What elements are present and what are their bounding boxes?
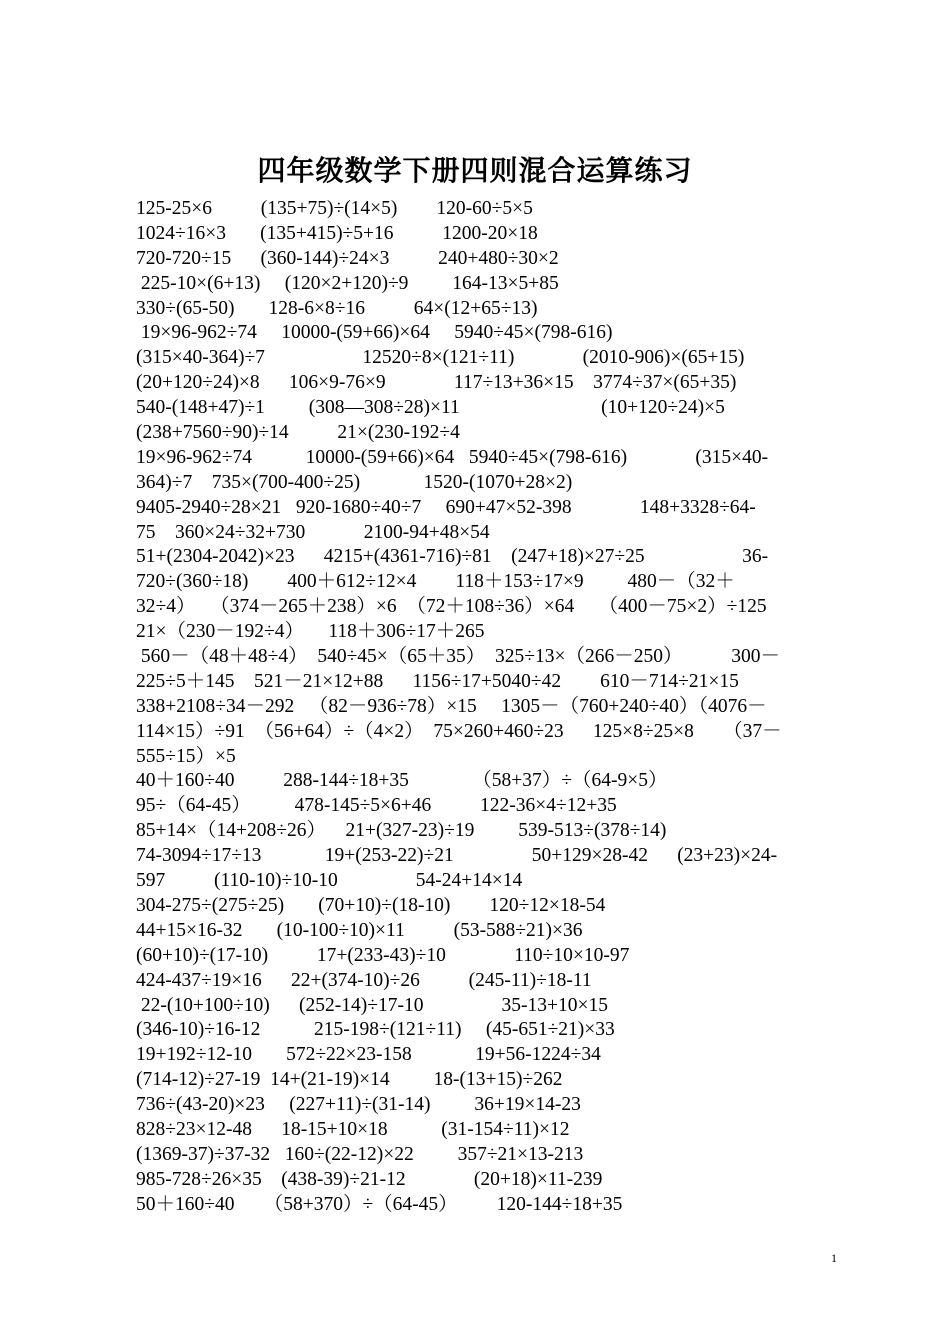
exercise-line: 125-25×6 (135+75)÷(14×5) 120-60÷5×5 <box>136 198 533 219</box>
exercise-line: (238+7560÷90)÷14 21×(230-192÷4 <box>136 422 460 444</box>
exercise-list <box>136 197 838 1218</box>
exercise-line: 985-728÷26×35 (438-39)÷21-12 (20+18)×11-239 <box>136 1168 603 1190</box>
exercise-line: 1024÷16×3 (135+415)÷5+16 1200-20×18 <box>136 222 538 244</box>
exercise-line: 114×15）÷91 （56+64）÷（4×2） 75×260+460÷23 125×8÷25×8 （37－ <box>136 720 782 742</box>
exercise-line: 85+14×（14+208÷26） 21+(327-23)÷19 539-513÷(378÷14) <box>136 820 667 842</box>
exercise-line: 19×96-962÷74 10000-(59+66)×64 5940÷45×(798-616) <box>136 322 613 344</box>
exercise-line: 736÷(43-20)×23 (227+11)÷(31-14) 36+19×14-23 <box>136 1094 581 1116</box>
exercise-line: (346-10)÷16-12 215-198÷(121÷11) (45-651÷21)×33 <box>136 1019 615 1041</box>
exercise-line: 338+2108÷34－292 （82－936÷78）×15 1305－（760+240÷40）（4076－ <box>136 695 767 717</box>
exercise-line: 597 (110-10)÷10-10 54-24+14×14 <box>136 870 523 892</box>
exercise-line: 32÷4） （374－265＋238）×6 （72＋108÷36）×64 （400－75×2）÷125 <box>136 596 767 618</box>
exercise-line: (1369-37)÷37-32 160÷(22-12)×22 357÷21×13-213 <box>136 1143 584 1165</box>
exercise-line: 74-3094÷17÷13 19+(253-22)÷21 50+129×28-42 (23+23)×24- <box>136 845 778 867</box>
exercise-line: 304-275÷(275÷25) (70+10)÷(18-10) 120÷12×18-54 <box>136 894 606 916</box>
exercise-line: 828÷23×12-48 18-15+10×18 (31-154÷11)×12 <box>136 1118 570 1140</box>
exercise-line: 720-720÷15 (360-144)÷24×3 240+480÷30×2 <box>136 247 559 269</box>
document-title: 四年级数学下册四则混合运算练习 <box>257 154 693 187</box>
exercise-line: 50＋160÷40 （58+370）÷（64-45） 120-144÷18+35 <box>136 1193 623 1215</box>
page-number: 1 <box>831 1251 837 1265</box>
exercise-line: 225-10×(6+13) (120×2+120)÷9 164-13×5+85 <box>136 272 559 294</box>
exercise-line: (20+120÷24)×8 106×9-76×9 117÷13+36×15 3774÷37×(65+35) <box>136 372 737 394</box>
exercise-line: 21×（230－192÷4） 118＋306÷17＋265 <box>136 621 485 643</box>
exercise-line: 75 360×24÷32+730 2100-94+48×54 <box>136 521 490 543</box>
exercise-line: 540-(148+47)÷1 (308—308÷28)×11 (10+120÷24)×5 <box>136 397 725 419</box>
exercise-line: 225÷5＋145 521－21×12+88 1156÷17+5040÷42 610－714÷21×15 <box>136 670 739 692</box>
exercise-line: 95÷（64-45） 478-145÷5×6+46 122-36×4÷12+35 <box>136 795 617 817</box>
exercise-line: 560－（48＋48÷4） 540÷45×（65＋35） 325÷13×（266－250） 300－ <box>136 646 780 668</box>
exercise-line: (315×40-364)÷7 12520÷8×(121÷11) (2010-906)×(65+15) <box>136 347 745 369</box>
exercise-line: 330÷(65-50) 128-6×8÷16 64×(12+65÷13) <box>136 297 538 319</box>
exercise-line: 51+(2304-2042)×23 4215+(4361-716)÷81 (247+18)×27÷25 36- <box>136 546 769 568</box>
exercise-line: 40＋160÷40 288-144÷18+35 （58+37）÷（64-9×5） <box>136 770 668 792</box>
exercise-line: 22-(10+100÷10) (252-14)÷17-10 35-13+10×15 <box>136 994 608 1016</box>
exercise-line: 19+192÷12-10 572÷22×23-158 19+56-1224÷34 <box>136 1044 601 1066</box>
exercise-line: (714-12)÷27-19 14+(21-19)×14 18-(13+15)÷262 <box>136 1069 563 1091</box>
exercise-line: 19×96-962÷74 10000-(59+66)×64 5940÷45×(798-616) (315×40- <box>136 446 769 468</box>
exercise-line: 9405-2940÷28×21 920-1680÷40÷7 690+47×52-398 148+3328÷64- <box>136 496 756 518</box>
exercise-line: 364)÷7 735×(700-400÷25) 1520-(1070+28×2) <box>136 471 573 493</box>
exercise-line: (60+10)÷(17-10) 17+(233-43)÷10 110÷10×10-97 <box>136 944 630 966</box>
exercise-line: 424-437÷19×16 22+(374-10)÷26 (245-11)÷18-11 <box>136 969 592 991</box>
exercise-line: 720÷(360÷18) 400＋612÷12×4 118＋153÷17×9 480－（32＋ <box>136 571 735 593</box>
exercise-line: 44+15×16-32 (10-100÷10)×11 (53-588÷21)×36 <box>136 919 583 941</box>
exercise-line: 555÷15）×5 <box>136 745 236 767</box>
